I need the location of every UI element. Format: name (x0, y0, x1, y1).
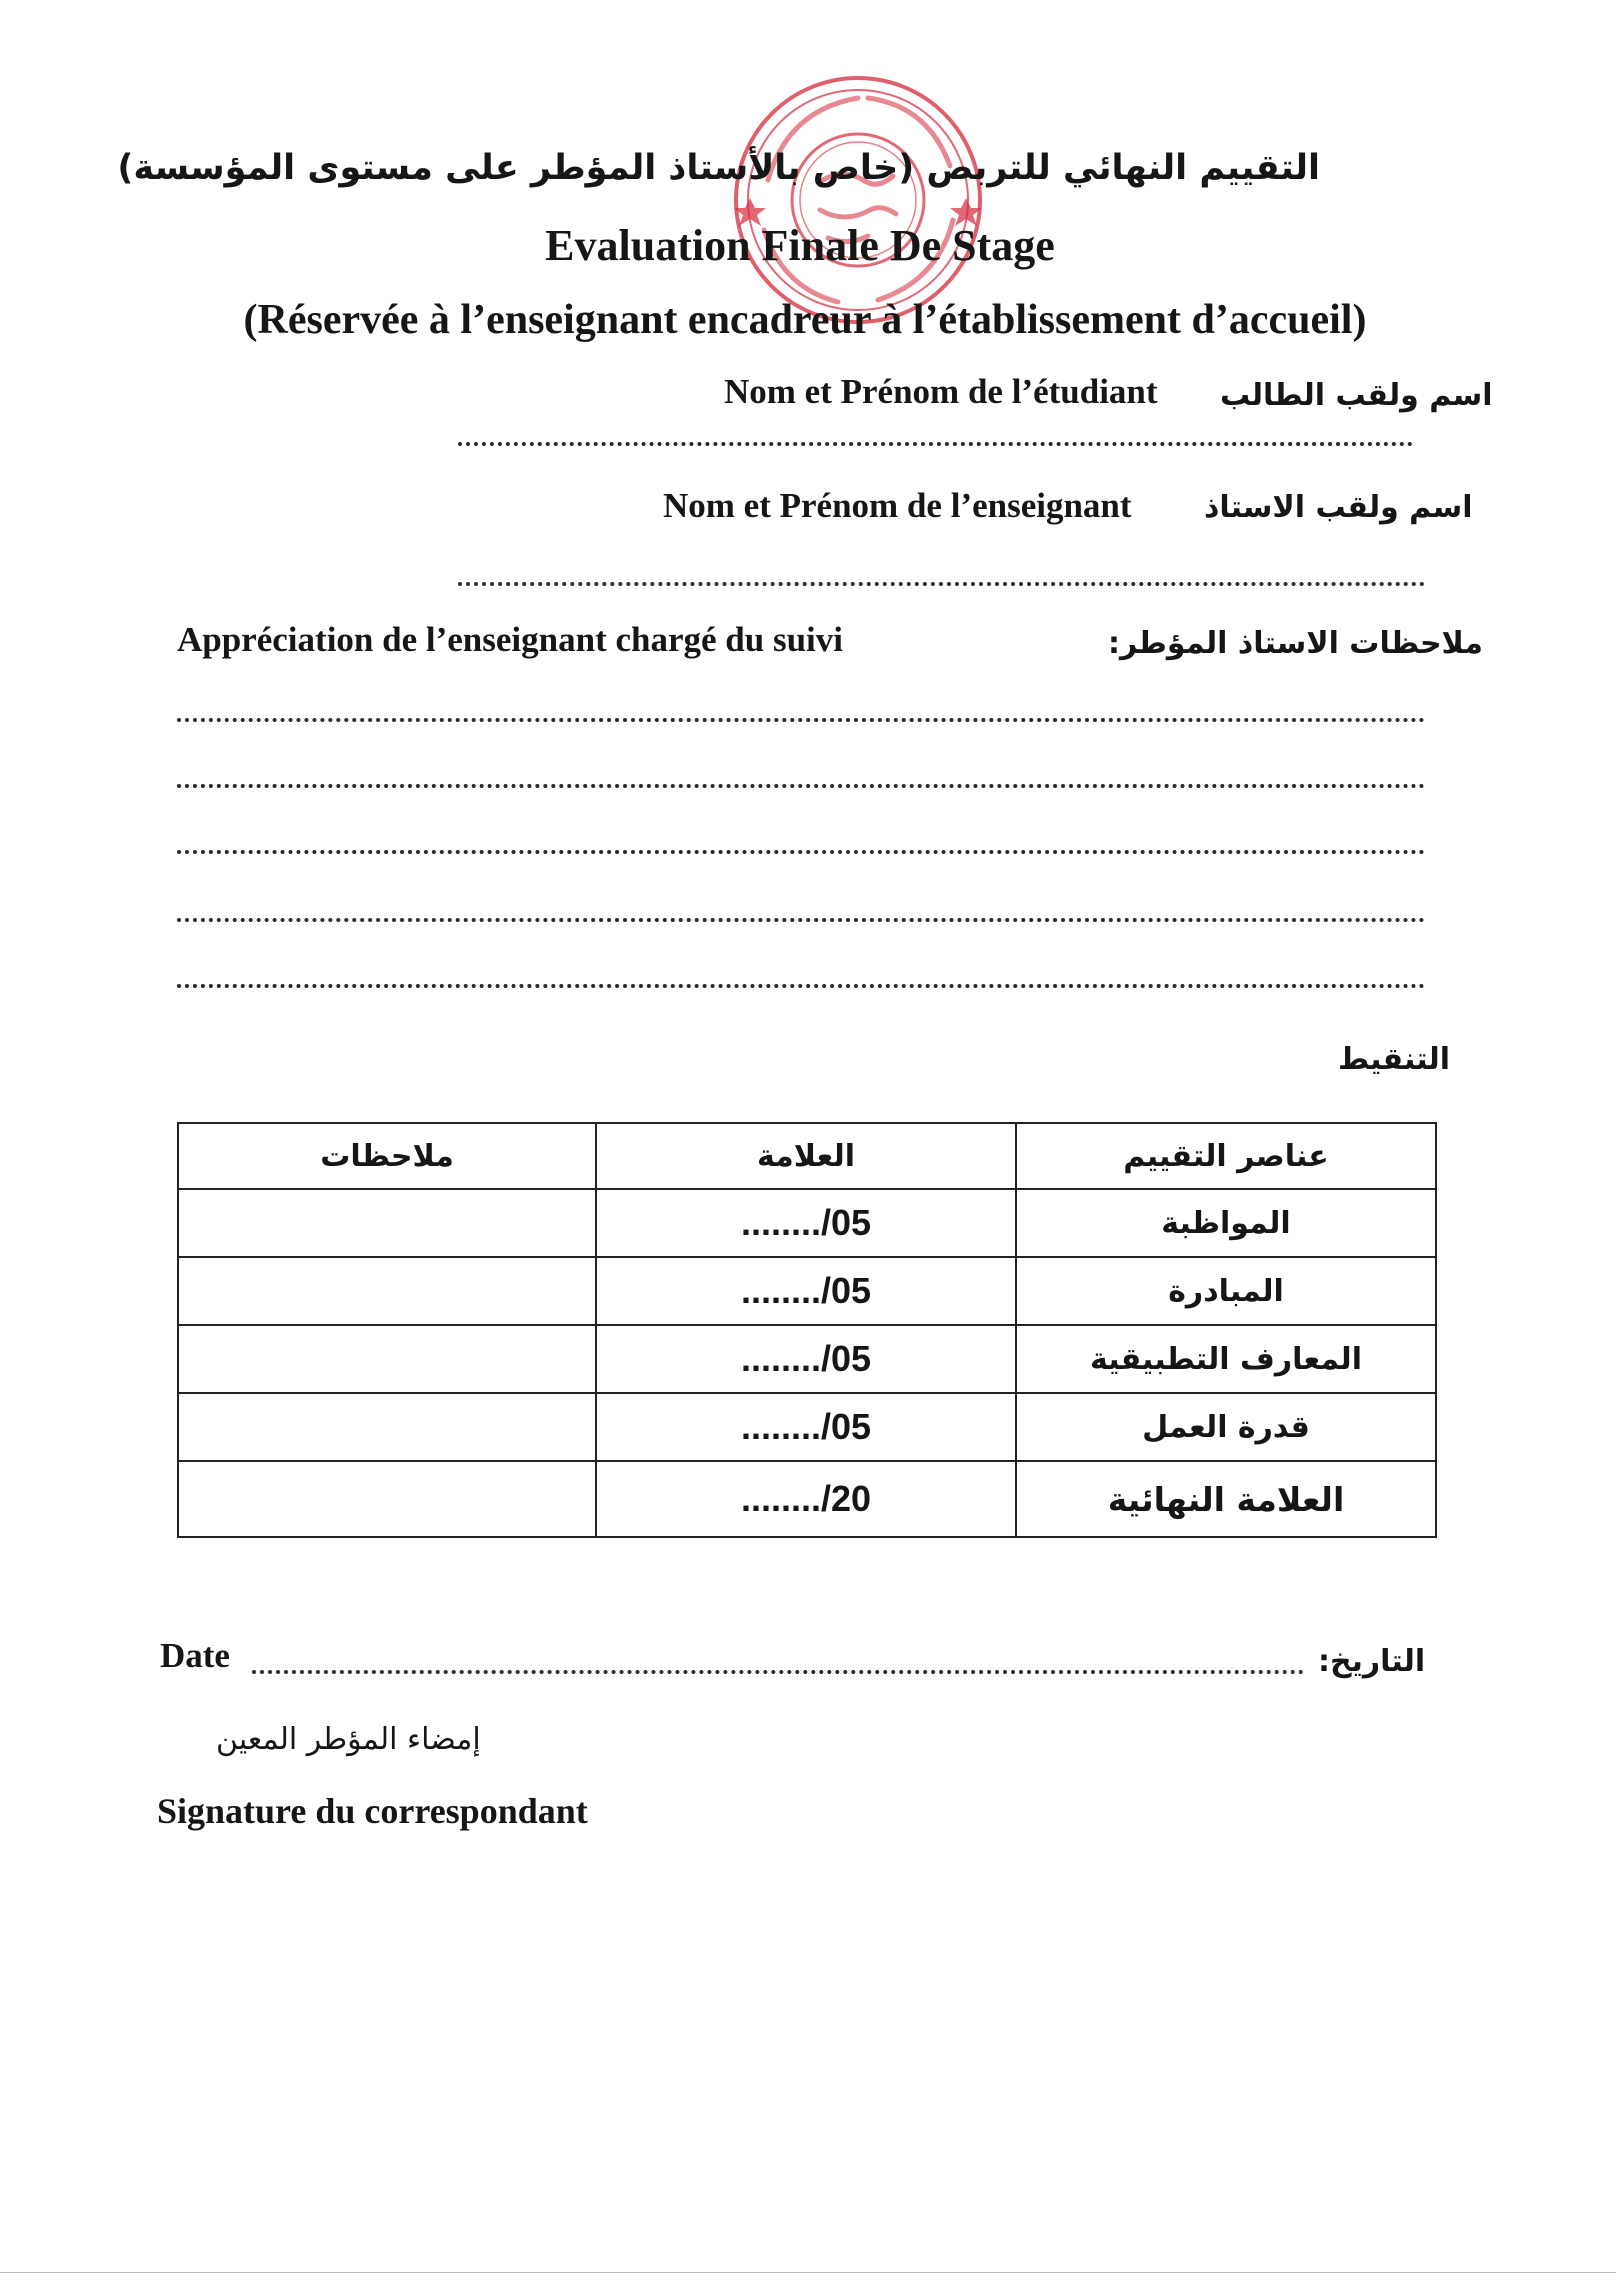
student-name-label-fr: Nom et Prénom de l’étudiant (724, 372, 1158, 411)
signature-label-ar: إمضاء المؤطر المعين (216, 1722, 481, 1757)
element-cell: المعارف التطبيقية (1016, 1325, 1436, 1393)
element-cell: المبادرة (1016, 1257, 1436, 1325)
appreciation-line-3[interactable] (177, 850, 1425, 854)
teacher-name-label-fr: Nom et Prénom de l’enseignant (663, 486, 1132, 525)
score-cell[interactable]: ......../05 (596, 1257, 1016, 1325)
element-cell: المواظبة (1016, 1189, 1436, 1257)
table-row (178, 1189, 1436, 1257)
date-label-fr: Date (160, 1636, 230, 1675)
score-cell[interactable]: ......../05 (596, 1189, 1016, 1257)
remarks-cell[interactable] (178, 1257, 596, 1325)
signature-label-fr: Signature du correspondant (157, 1791, 588, 1831)
score-cell[interactable]: ......../05 (596, 1325, 1016, 1393)
teacher-name-line[interactable] (458, 582, 1425, 586)
grading-table (177, 1122, 1437, 1538)
header-elements: عناصر التقييم (1016, 1123, 1436, 1189)
teacher-name-label-ar: اسم ولقب الاستاذ (1204, 490, 1473, 525)
remarks-cell[interactable] (178, 1393, 596, 1461)
official-stamp (728, 70, 988, 330)
subtitle-french: (Réservée à l’enseignant encadreur à l’établissement d’accueil) (243, 297, 1367, 343)
appreciation-line-2[interactable] (177, 784, 1425, 788)
table-header-row (178, 1123, 1436, 1189)
remarks-cell[interactable] (178, 1461, 596, 1537)
date-line[interactable] (252, 1670, 1304, 1674)
appreciation-line-4[interactable] (177, 918, 1425, 922)
score-cell[interactable]: ......../05 (596, 1393, 1016, 1461)
table-row (178, 1325, 1436, 1393)
appreciation-label-ar: ملاحظات الاستاذ المؤطر: (1108, 626, 1483, 661)
table-row (178, 1257, 1436, 1325)
header-mark: العلامة (596, 1123, 1016, 1189)
title-arabic: التقييم النهائي للتربص (خاص بالأستاذ المؤطر على مستوى المؤسسة) (117, 148, 1320, 188)
remarks-cell[interactable] (178, 1325, 596, 1393)
table-row (178, 1393, 1436, 1461)
student-name-line[interactable] (458, 442, 1413, 446)
remarks-cell[interactable] (178, 1189, 596, 1257)
student-name-label-ar: اسم ولقب الطالب (1220, 378, 1493, 413)
page-bottom-rule (0, 2272, 1616, 2273)
element-cell-total: العلامة النهائية (1016, 1461, 1436, 1537)
appreciation-line-5[interactable] (177, 984, 1425, 988)
header-remarks: ملاحظات (178, 1123, 596, 1189)
table-row-total (178, 1461, 1436, 1537)
grading-label-ar: التنقيط (1338, 1042, 1451, 1077)
element-cell: قدرة العمل (1016, 1393, 1436, 1461)
appreciation-line-1[interactable] (177, 718, 1425, 722)
date-label-ar: التاريخ: (1318, 1644, 1426, 1679)
title-french: Evaluation Finale De Stage (545, 221, 1055, 270)
appreciation-label-fr: Appréciation de l’enseignant chargé du suivi (177, 620, 844, 659)
score-cell-total[interactable]: ......../20 (596, 1461, 1016, 1537)
